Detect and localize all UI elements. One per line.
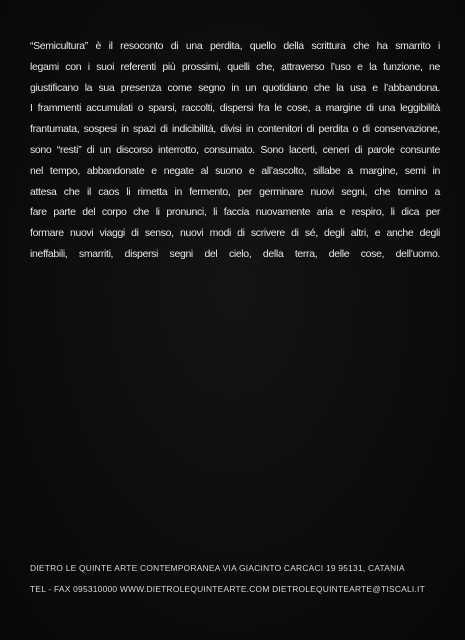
publisher-contacts: TEL - FAX 095310000 WWW.DIETROLEQUINTEARTE.COM DIETROLEQUINTEARTE@TISCALI.IT xyxy=(30,584,425,594)
text-line: sono “resti” di un discorso interrotto, consumato. Sono lacerti, ceneri di parole consunte xyxy=(30,143,440,156)
text-line: legami con i suoi referenti più prossimi, quelli che, attraverso l’uso e la funzione, ne xyxy=(30,60,440,73)
text-line: attesa che il caos li rimetta in fermento, per germinare nuovi segni, che tornino a xyxy=(30,185,440,198)
text-line: formare nuovi viaggi di senso, nuovi modi di scrivere di sé, degli altri, e anche degli xyxy=(30,227,440,240)
text-line: giustificano la sua presenza come segno in un quotidiano che la usa e l’abbandona. xyxy=(30,81,440,94)
text-line: frantumata, sospesi in spazi di indicibilità, divisi in contenitori di perdita o di conservazione, xyxy=(30,123,440,136)
text-line: “Semicultura” è il resoconto di una perdita, quello della scrittura che ha smarrito i xyxy=(30,40,440,52)
text-line: ineffabili, smarriti, dispersi segni del cielo, della terra, delle cose, dell’uomo. xyxy=(30,247,440,260)
body-paragraph xyxy=(30,36,440,265)
text-line: I frammenti accumulati o sparsi, raccolti, dispersi fra le cose, a margine di una leggibilità xyxy=(30,102,440,115)
publisher-address: DIETRO LE QUINTE ARTE CONTEMPORANEA VIA GIACINTO CARCACI 19 95131, CATANIA xyxy=(30,563,405,573)
text-line: fare parte del corpo che li pronunci, li faccia nuovamente aria e respiro, li dica per xyxy=(30,206,440,219)
text-line: nel tempo, abbandonate e negate al suono e all’ascolto, sillabe a margine, semi in xyxy=(30,164,440,177)
